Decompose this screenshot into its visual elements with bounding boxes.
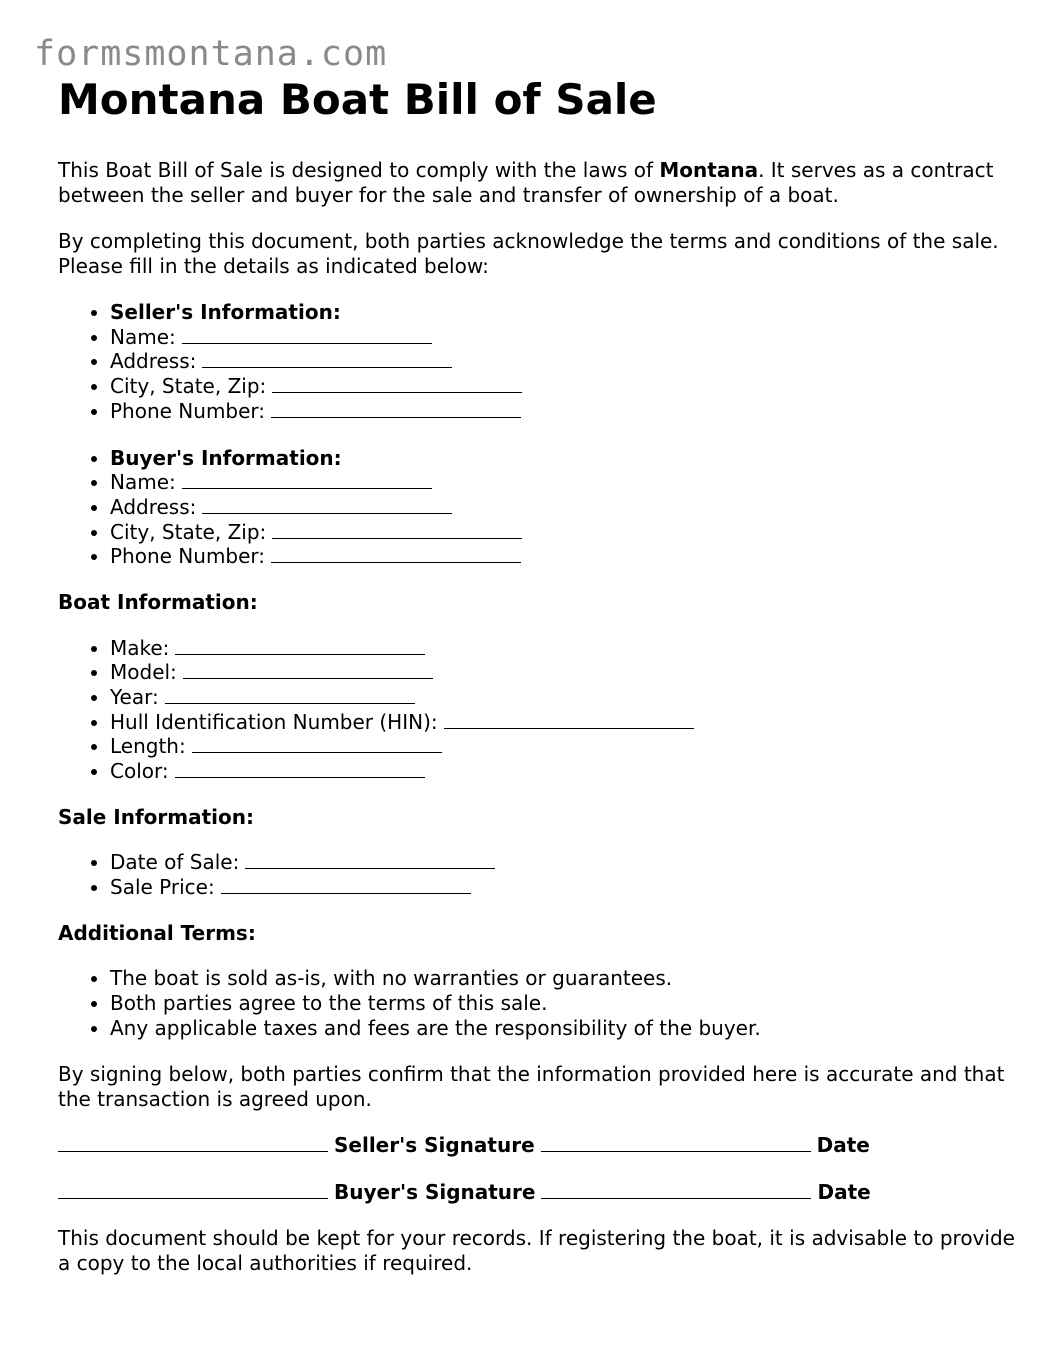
boat-color-field: • Color: [110, 759, 1018, 784]
footer-paragraph: This document should be kept for your records. If registering the boat, it is advisable to provide a copy to the local authorities if required. [58, 1226, 1015, 1275]
instructions-paragraph: By completing this document, both parties acknowledge the terms and conditions of the sale. Please fill in the details as indicated below: [58, 229, 999, 278]
intro-suffix: . It serves as a contract between the seller and buyer for the sale and transfer of ownership of a boat. [58, 158, 994, 207]
sale-price-field: • Sale Price: [110, 875, 1018, 900]
document-title: Montana Boat Bill of Sale [58, 75, 657, 124]
boat-make-blank[interactable] [175, 636, 425, 655]
seller-phone-field: • Phone Number: [110, 399, 1018, 424]
boat-year-blank[interactable] [165, 685, 415, 704]
boat-hin-field: • Hull Identification Number (HIN): [110, 710, 1018, 735]
term-item: • Both parties agree to the terms of this sale. [110, 991, 1018, 1016]
seller-signature-label: Seller's Signature [334, 1133, 535, 1158]
seller-signature-line[interactable] [58, 1133, 328, 1152]
term-item: • Any applicable taxes and fees are the responsibility of the buyer. [110, 1016, 1018, 1041]
intro-paragraph [58, 158, 1018, 207]
confirmation-paragraph: By signing below, both parties confirm that the information provided here is accurate and that the transaction is agreed upon. [58, 1062, 1005, 1111]
seller-info-heading: • Seller's Information: [110, 300, 1018, 325]
intro-state: Montana [659, 158, 759, 182]
boat-info-heading: Boat Information: [58, 590, 258, 615]
seller-info-list [58, 300, 1018, 424]
intro-prefix: This Boat Bill of Sale is designed to comply with the laws of [58, 158, 660, 182]
seller-signature-row [58, 1133, 1018, 1158]
boat-color-blank[interactable] [175, 759, 425, 778]
buyer-address-blank[interactable] [202, 495, 452, 514]
boat-year-field: • Year: [110, 685, 1018, 710]
boat-hin-blank[interactable] [444, 710, 694, 729]
sale-info-list [58, 850, 1018, 899]
buyer-info-list [58, 446, 1018, 570]
seller-phone-blank[interactable] [271, 399, 521, 418]
buyer-signature-row [58, 1180, 1018, 1205]
boat-info-list [58, 636, 1018, 784]
boat-model-blank[interactable] [183, 660, 433, 679]
seller-address-blank[interactable] [202, 349, 452, 368]
buyer-signature-label: Buyer's Signature [334, 1179, 536, 1204]
buyer-address-field: • Address: [110, 495, 1018, 520]
sale-price-blank[interactable] [221, 875, 471, 894]
boat-length-blank[interactable] [192, 734, 442, 753]
term-item: • The boat is sold as-is, with no warranties or guarantees. [110, 966, 1018, 991]
additional-terms-list [58, 966, 1018, 1040]
seller-address-field: • Address: [110, 349, 1018, 374]
seller-name-blank[interactable] [182, 325, 432, 344]
buyer-info-heading: • Buyer's Information: [110, 446, 1018, 471]
boat-model-field: • Model: [110, 660, 1018, 685]
seller-name-field: • Name: [110, 325, 1018, 350]
seller-date-line[interactable] [541, 1133, 811, 1152]
additional-terms-heading: Additional Terms: [58, 920, 256, 945]
boat-make-field: • Make: [110, 636, 1018, 661]
buyer-phone-field: • Phone Number: [110, 544, 1018, 569]
buyer-phone-blank[interactable] [271, 544, 521, 563]
buyer-name-field: • Name: [110, 470, 1018, 495]
sale-date-field: • Date of Sale: [110, 850, 1018, 875]
buyer-date-line[interactable] [541, 1180, 811, 1199]
buyer-city-state-zip-blank[interactable] [272, 520, 522, 539]
document-page [58, 72, 1018, 1275]
buyer-date-label: Date [817, 1179, 871, 1204]
sale-date-blank[interactable] [245, 850, 495, 869]
boat-length-field: • Length: [110, 734, 1018, 759]
buyer-signature-line[interactable] [58, 1180, 328, 1199]
site-watermark: formsmontana.com [34, 34, 388, 74]
seller-city-state-zip-blank[interactable] [272, 374, 522, 393]
buyer-city-state-zip-field: • City, State, Zip: [110, 520, 1018, 545]
sale-info-heading: Sale Information: [58, 804, 254, 829]
buyer-name-blank[interactable] [182, 470, 432, 489]
seller-city-state-zip-field: • City, State, Zip: [110, 374, 1018, 399]
seller-date-label: Date [816, 1133, 870, 1158]
